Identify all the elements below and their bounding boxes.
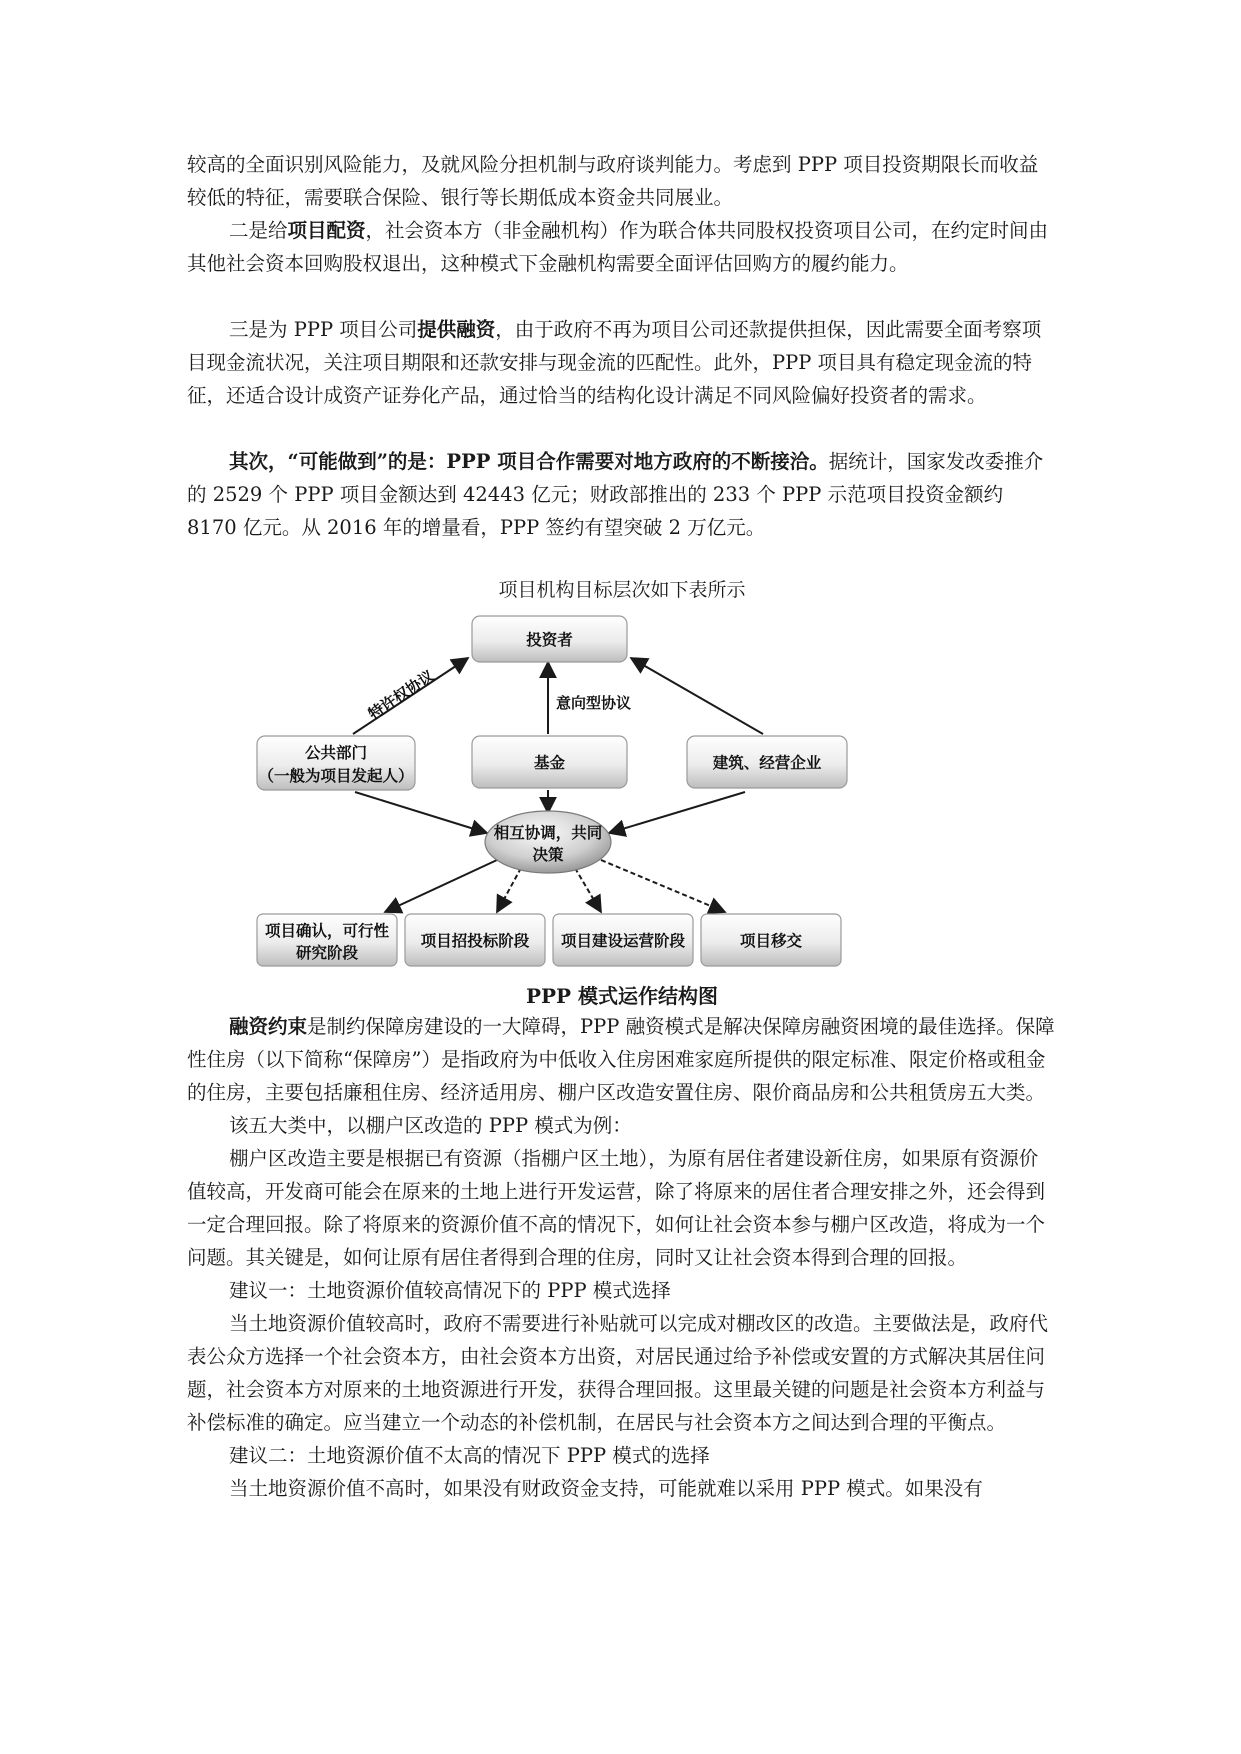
paragraph-2-bold: 项目配资 xyxy=(287,219,366,242)
paragraph-6: 该五大类中，以棚户区改造的 PPP 模式为例： xyxy=(229,1114,632,1137)
paragraph-3-bold: 提供融资 xyxy=(417,318,496,341)
paragraph-3 xyxy=(187,313,1057,412)
paragraph-4-body: 据统计，国家发改委推介的 2529 个 PPP 项目金额达到 42443 亿元；财政部推出的 233 个 PPP 示范项目投资金额约 8170 亿元。从 2016 年的增量看，PPP 签约有望突破 2 万亿元。 xyxy=(187,450,1044,539)
node-stage-confirmation xyxy=(257,914,397,966)
paragraph-5 xyxy=(187,1010,1057,1109)
node-construction-enterprise-label: 建筑、经营企业 xyxy=(712,754,822,772)
paragraph-7: 棚户区改造主要是根据已有资源（指棚户区土地），为原有居住者建设新住房，如果原有资源价值较高，开发商可能会在原来的土地上进行开发运营，除了将原来的居住者合理安排之外，还会得到一定合理回报。除了将原来的资源价值不高的情况下，如何让社会资本参与棚户区改造，将成为一个问题。其关键是，如何让原有居住者得到合理的住房，同时又让社会资本得到合理的回报。 xyxy=(187,1147,1046,1269)
node-construction-enterprise xyxy=(687,736,847,788)
paragraph-11: 当土地资源价值不高时，如果没有财政资金支持，可能就难以采用 PPP 模式。如果没有 xyxy=(229,1477,983,1500)
node-stage-construction-operation xyxy=(553,914,693,966)
ppp-structure-diagram xyxy=(258,610,965,980)
paragraph-3-lead: 三是为 PPP 项目公司 xyxy=(229,318,418,341)
node-stage-bidding-label: 项目招投标阶段 xyxy=(420,932,530,950)
figure-caption-top: 项目机构目标层次如下表所示 xyxy=(498,579,746,601)
paragraph-10: 建议二：土地资源价值不太高的情况下 PPP 模式的选择 xyxy=(229,1444,710,1467)
paragraph-4 xyxy=(187,445,1057,544)
paragraph-5-bold: 融资约束 xyxy=(229,1015,308,1038)
node-stage-confirmation-line1: 项目确认，可行性 xyxy=(264,922,390,940)
arrow-construction-to-center xyxy=(609,792,745,833)
text-section-top xyxy=(187,148,1057,544)
arrow-center-to-stage3 xyxy=(575,868,601,912)
paragraph-8: 建议一：土地资源价值较高情况下的 PPP 模式选择 xyxy=(229,1279,671,1302)
paragraph-2-body: ，社会资本方（非金融机构）作为联合体共同股权投资项目公司，在约定时间由其他社会资本回购股权退出，这种模式下金融机构需要全面评估回购方的履约能力。 xyxy=(187,219,1049,275)
node-public-department xyxy=(257,736,415,790)
paragraph-3-body: ，由于政府不再为项目公司还款提供担保，因此需要全面考察项目现金流状况，关注项目期限和还款安排与现金流的匹配性。此外，PPP 项目具有稳定现金流的特征，还适合设计成资产证券化产品，通过恰当的结构化设计满足不同风险偏好投资者的需求。 xyxy=(187,318,1042,407)
arrow-center-to-stage2 xyxy=(497,868,521,912)
node-stage-construction-operation-label: 项目建设运营阶段 xyxy=(560,932,686,950)
arrow-construction-to-investor xyxy=(631,658,763,734)
node-stage-transfer-label: 项目移交 xyxy=(739,932,803,950)
node-stage-confirmation-line2: 研究阶段 xyxy=(295,944,359,962)
franchise-agreement-label: 特许权协议 xyxy=(365,666,438,724)
paragraph-4-bold: 其次，“可能做到”的是：PPP 项目合作需要对地方政府的不断接洽。 xyxy=(229,450,829,473)
figure-caption-bottom: PPP 模式运作结构图 xyxy=(525,984,719,1008)
paragraph-1: 较高的全面识别风险能力，及就风险分担机制与政府谈判能力。考虑到 PPP 项目投资期限长而收益较低的特征，需要联合保险、银行等长期低成本资金共同展业。 xyxy=(187,153,1039,209)
node-investor-label: 投资者 xyxy=(526,631,573,649)
intent-agreement-label: 意向型协议 xyxy=(556,694,632,712)
node-stage-bidding xyxy=(405,914,545,966)
arrow-center-to-stage1 xyxy=(385,860,497,912)
node-public-department-line1: 公共部门 xyxy=(304,744,368,762)
node-stage-transfer xyxy=(701,914,841,966)
node-investor xyxy=(472,616,627,662)
arrow-public-to-center xyxy=(355,792,487,833)
node-fund xyxy=(472,736,627,788)
node-fund-label: 基金 xyxy=(533,754,566,772)
paragraph-9: 当土地资源价值较高时，政府不需要进行补贴就可以完成对棚改区的改造。主要做法是，政府代表公众方选择一个社会资本方，由社会资本方出资，对居民通过给予补偿或安置的方式解决其居住问题，社会资本方对原来的土地资源进行开发，获得合理回报。这里最关键的问题是社会资本方利益与补偿标准的确定。应当建立一个动态的补偿机制，在居民与社会资本方之间达到合理的平衡点。 xyxy=(187,1312,1049,1434)
paragraph-2 xyxy=(187,214,1057,280)
text-section-bottom xyxy=(187,1010,1057,1505)
paragraph-5-body: 是制约保障房建设的一大障碍，PPP 融资模式是解决保障房融资困境的最佳选择。保障性住房（以下简称“保障房”）是指政府为中低收入住房困难家庭所提供的限定标准、限定价格或租金的住房，主要包括廉租住房、经济适用房、棚户区改造安置住房、限价商品房和公共租赁房五大类。 xyxy=(187,1015,1055,1104)
arrow-center-to-stage4 xyxy=(601,860,725,912)
node-public-department-line2: （一般为项目发起人） xyxy=(258,767,414,785)
paragraph-2-lead: 二是给 xyxy=(229,219,288,242)
node-joint-decision-line2: 决策 xyxy=(532,846,564,864)
node-joint-decision-line1: 相互协调，共同 xyxy=(493,824,603,842)
node-joint-decision xyxy=(485,811,611,873)
